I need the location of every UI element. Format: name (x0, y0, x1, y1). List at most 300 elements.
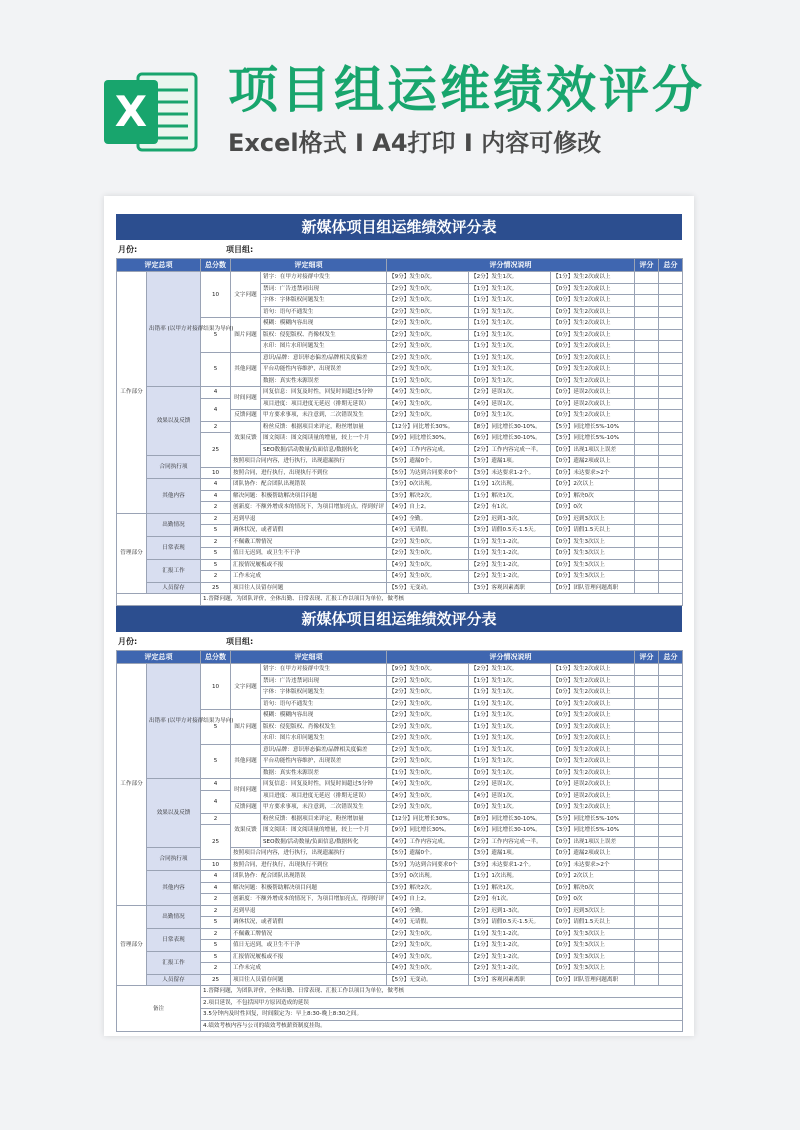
table-row (117, 490, 683, 502)
table-row (117, 398, 683, 410)
criteria-cell: 【2分】发生1-2次。 (469, 963, 551, 975)
score-input[interactable] (635, 894, 659, 906)
total-input[interactable] (659, 479, 683, 491)
total-input[interactable] (659, 421, 683, 433)
subcategory-cell: 出勤情况 (147, 513, 201, 536)
criteria-cell: 【4分】发生0次。 (387, 571, 469, 583)
item-cell: 意识/品牌：意识形态偏差/品牌相关度偏差 (261, 352, 387, 364)
score-input[interactable] (635, 410, 659, 422)
score-input[interactable] (635, 790, 659, 802)
item-cell: SEO数据/活动数量/负面信息/数据转化 (261, 444, 387, 456)
criteria-cell: 【0分】出现1项以上误差 (551, 444, 635, 456)
table-row (117, 536, 683, 548)
criteria-cell: 【3分】解决2次。 (387, 490, 469, 502)
score-cell: 10 (201, 272, 231, 318)
item-cell: 汇报情况履板或不报 (231, 951, 387, 963)
score-cell: 25 (201, 582, 231, 594)
criteria-cell: 【3分】0次出现。 (387, 479, 469, 491)
header-cell: 评分情况说明 (387, 259, 635, 272)
criteria-cell: 【0分】发生3次以上 (551, 571, 635, 583)
score-input[interactable] (635, 813, 659, 825)
item-cell: 版权：侵犯版权、肖像权发生 (261, 329, 387, 341)
total-input[interactable] (659, 836, 683, 848)
criteria-cell: 【5分】无变动。 (387, 974, 469, 986)
score-cell: 5 (201, 525, 231, 537)
criteria-cell: 【0分】发生2次或以上 (551, 306, 635, 318)
score-input[interactable] (635, 559, 659, 571)
item-cell: 值日无迟到，或卫生不干净 (231, 548, 387, 560)
criteria-cell: 【2分】发生0次。 (387, 710, 469, 722)
category-cell: 其他问题 (231, 744, 261, 779)
subcategory-cell: 出错率 (以甲方对接群结果为导向) (147, 664, 201, 779)
criteria-cell: 【1分】发生1次。 (469, 710, 551, 722)
total-input[interactable] (659, 940, 683, 952)
score-input[interactable] (635, 744, 659, 756)
score-input[interactable] (635, 710, 659, 722)
criteria-cell: 【3分】客观因素离职 (469, 974, 551, 986)
criteria-cell: 【4分】发生0次。 (387, 951, 469, 963)
category-cell: 文字问题 (231, 272, 261, 318)
criteria-cell: 【2分】发生0次。 (387, 675, 469, 687)
score-input[interactable] (635, 272, 659, 284)
criteria-cell: 【2分】迟到1-3次。 (469, 513, 551, 525)
total-input[interactable] (659, 813, 683, 825)
table-row (117, 951, 683, 963)
criteria-cell: 【4分】自上2。 (387, 894, 469, 906)
total-input[interactable] (659, 364, 683, 376)
item-cell: SEO数据/活动数量/负面信息/数据转化 (261, 836, 387, 848)
total-input[interactable] (659, 963, 683, 975)
score-input[interactable] (635, 295, 659, 307)
total-input[interactable] (659, 398, 683, 410)
score-input[interactable] (635, 917, 659, 929)
total-input[interactable] (659, 721, 683, 733)
criteria-cell: 【0分】发生3次以上 (551, 536, 635, 548)
criteria-cell: 【2分】发生0次。 (387, 756, 469, 768)
score-cell: 2 (201, 905, 231, 917)
criteria-cell: 【2分】有1次。 (469, 502, 551, 514)
subcategory-cell: 出错率 (以甲方对接群结果为导向) (147, 272, 201, 387)
subcategory-cell: 人员留存 (147, 582, 201, 594)
criteria-cell: 【0分】发生2次或以上 (551, 687, 635, 699)
score-cell: 2 (201, 513, 231, 525)
table-row (117, 744, 683, 756)
score-input[interactable] (635, 928, 659, 940)
criteria-cell: 【0分】0次 (551, 502, 635, 514)
criteria-cell: 【1分】发生1-2次。 (469, 940, 551, 952)
subcategory-cell: 其他内容 (147, 479, 201, 514)
criteria-cell: 【0分】出现1项以上误差 (551, 836, 635, 848)
category-cell: 时间问题 (231, 387, 261, 410)
criteria-cell: 【12分】同比增长30%。 (387, 813, 469, 825)
item-cell: 项目往人员留存问题 (231, 582, 387, 594)
score-cell: 4 (201, 387, 231, 399)
score-input[interactable] (635, 283, 659, 295)
total-input[interactable] (659, 733, 683, 745)
criteria-cell: 【1分】解决1次。 (469, 490, 551, 502)
criteria-cell: 【4分】延误1次。 (469, 398, 551, 410)
total-input[interactable] (659, 295, 683, 307)
total-input[interactable] (659, 272, 683, 284)
item-cell: 字体：字体版权问题发生 (261, 687, 387, 699)
score-cell: 2 (201, 928, 231, 940)
score-input[interactable] (635, 687, 659, 699)
total-input[interactable] (659, 871, 683, 883)
table-row (117, 525, 683, 537)
table-row (117, 433, 683, 445)
score-input[interactable] (635, 974, 659, 986)
item-cell: 值日无迟到，或卫生不干净 (231, 940, 387, 952)
subcategory-cell: 效果以及反馈 (147, 387, 201, 456)
criteria-cell: 【2分】有1次。 (469, 894, 551, 906)
score-input[interactable] (635, 444, 659, 456)
score-input[interactable] (635, 456, 659, 468)
criteria-cell: 【3分】请假0.5天-1.5天。 (469, 917, 551, 929)
total-input[interactable] (659, 375, 683, 387)
score-table-top (116, 258, 683, 606)
criteria-cell: 【0分】发生3次以上 (551, 951, 635, 963)
section-label: 工作部分 (117, 272, 147, 514)
criteria-cell: 【4分】全勤。 (387, 905, 469, 917)
total-input[interactable] (659, 490, 683, 502)
score-input[interactable] (635, 698, 659, 710)
subcategory-cell: 其他内容 (147, 871, 201, 906)
item-cell: 模糊：模糊内容出现 (261, 710, 387, 722)
item-cell: 错字：在甲方对接群中发生 (261, 664, 387, 676)
header-cell: 评定总项 (117, 651, 201, 664)
table-row (117, 882, 683, 894)
score-input[interactable] (635, 664, 659, 676)
total-input[interactable] (659, 928, 683, 940)
criteria-cell: 【1分】解决1次。 (469, 882, 551, 894)
total-input[interactable] (659, 974, 683, 986)
criteria-cell: 【0分】迟到3次以上 (551, 513, 635, 525)
total-input[interactable] (659, 951, 683, 963)
score-input[interactable] (635, 548, 659, 560)
criteria-cell: 【0分】发生3次以上 (551, 928, 635, 940)
criteria-cell: 【2分】发生1-2次。 (469, 571, 551, 583)
score-input[interactable] (635, 779, 659, 791)
total-input[interactable] (659, 433, 683, 445)
total-input[interactable] (659, 905, 683, 917)
score-input[interactable] (635, 825, 659, 837)
item-cell: 回复信息：回复及时性，回复时间超过5分钟 (261, 779, 387, 791)
criteria-cell: 【0分】2次以上 (551, 479, 635, 491)
table-row (117, 559, 683, 571)
criteria-cell: 【3分】请假0.5天-1.5天。 (469, 525, 551, 537)
score-cell: 5 (201, 744, 231, 779)
criteria-cell: 【1分】发生1次。 (469, 352, 551, 364)
total-input[interactable] (659, 882, 683, 894)
criteria-cell: 【0分】发生2次或以上 (551, 283, 635, 295)
total-input[interactable] (659, 467, 683, 479)
total-input[interactable] (659, 548, 683, 560)
table-row (117, 790, 683, 802)
criteria-cell: 【9分】发生0次。 (387, 272, 469, 284)
criteria-cell: 【5分】遗漏0个。 (387, 848, 469, 860)
score-input[interactable] (635, 767, 659, 779)
table-row (117, 905, 683, 917)
table-row (117, 513, 683, 525)
criteria-cell: 【3分】解决2次。 (387, 882, 469, 894)
total-input[interactable] (659, 341, 683, 353)
score-input[interactable] (635, 364, 659, 376)
score-input[interactable] (635, 905, 659, 917)
criteria-cell: 【2分】发生0次。 (387, 536, 469, 548)
score-input[interactable] (635, 871, 659, 883)
table-row (117, 421, 683, 433)
header-cell: 评分 (635, 259, 659, 272)
criteria-cell: 【0分】延误2次或以上 (551, 398, 635, 410)
criteria-cell: 【0分】发生3次以上 (551, 940, 635, 952)
criteria-cell: 【2分】发生0次。 (387, 306, 469, 318)
item-cell: 回复信息：回复及时性，回复时间超过5分钟 (261, 387, 387, 399)
table-row (117, 894, 683, 906)
score-input[interactable] (635, 318, 659, 330)
score-input[interactable] (635, 536, 659, 548)
score-cell: 2 (201, 963, 231, 975)
criteria-cell: 【2分】发生0次。 (387, 744, 469, 756)
item-cell: 项目往人员留存问题 (231, 974, 387, 986)
criteria-cell: 【1分】发生1-2次。 (469, 548, 551, 560)
total-input[interactable] (659, 710, 683, 722)
criteria-cell: 【4分】全勤。 (387, 513, 469, 525)
total-input[interactable] (659, 582, 683, 594)
score-input[interactable] (635, 802, 659, 814)
criteria-cell: 【0分】0次 (551, 894, 635, 906)
item-cell: 数据：真实性未源误差 (261, 767, 387, 779)
score-input[interactable] (635, 582, 659, 594)
item-cell: 调休状况，或者请假 (231, 525, 387, 537)
criteria-cell: 【4分】工作内容完成。 (387, 444, 469, 456)
score-input[interactable] (635, 387, 659, 399)
item-cell: 禁词：广告违禁词出现 (261, 675, 387, 687)
total-input[interactable] (659, 802, 683, 814)
total-input[interactable] (659, 536, 683, 548)
score-input[interactable] (635, 882, 659, 894)
criteria-cell: 【1分】发生1次。 (469, 329, 551, 341)
item-cell: 按照合同，进行执行，出现执行不到位 (231, 467, 387, 479)
total-input[interactable] (659, 917, 683, 929)
item-cell: 粉丝反馈：根据项目来评定，粉丝增加量 (261, 421, 387, 433)
score-input[interactable] (635, 421, 659, 433)
criteria-cell: 【3分】0次出现。 (387, 871, 469, 883)
score-cell: 4 (201, 871, 231, 883)
total-input[interactable] (659, 779, 683, 791)
criteria-cell: 【3分】遗漏1项。 (469, 456, 551, 468)
item-cell: 按照项目合同内容，进行执行，出现遗漏执行 (231, 848, 387, 860)
criteria-cell: 【0分】发生2次或以上 (551, 710, 635, 722)
score-input[interactable] (635, 940, 659, 952)
criteria-cell: 【4分】工作内容完成。 (387, 836, 469, 848)
header-cell: 总分数 (201, 651, 231, 664)
score-input[interactable] (635, 525, 659, 537)
total-input[interactable] (659, 767, 683, 779)
criteria-cell: 【1分】发生1次。 (469, 698, 551, 710)
criteria-cell: 【1分】发生1次。 (469, 306, 551, 318)
total-input[interactable] (659, 790, 683, 802)
total-input[interactable] (659, 352, 683, 364)
score-input[interactable] (635, 502, 659, 514)
category-cell: 文字问题 (231, 664, 261, 710)
total-input[interactable] (659, 894, 683, 906)
criteria-cell: 【2分】发生0次。 (387, 928, 469, 940)
criteria-cell: 【0分】发生2次或以上 (551, 375, 635, 387)
score-input[interactable] (635, 951, 659, 963)
score-input[interactable] (635, 848, 659, 860)
total-input[interactable] (659, 675, 683, 687)
criteria-cell: 【2分】发生0次。 (387, 318, 469, 330)
section-label: 管理部分 (117, 905, 147, 986)
score-input[interactable] (635, 513, 659, 525)
criteria-cell: 【0分】发生1次。 (469, 375, 551, 387)
table-row (117, 779, 683, 791)
subcategory-cell: 合同执行项 (147, 456, 201, 479)
criteria-cell: 【9分】同比增长30%。 (387, 825, 469, 837)
total-input[interactable] (659, 698, 683, 710)
criteria-cell: 【0分】发生2次或以上 (551, 295, 635, 307)
item-cell: 语句：语句不通发生 (261, 698, 387, 710)
score-input[interactable] (635, 352, 659, 364)
score-input[interactable] (635, 756, 659, 768)
total-input[interactable] (659, 329, 683, 341)
criteria-cell: 【2分】发生0次。 (387, 410, 469, 422)
table-row (117, 582, 683, 594)
total-input[interactable] (659, 387, 683, 399)
total-input[interactable] (659, 756, 683, 768)
total-input[interactable] (659, 859, 683, 871)
criteria-cell: 【9分】发生0次。 (387, 664, 469, 676)
score-input[interactable] (635, 341, 659, 353)
score-input[interactable] (635, 329, 659, 341)
total-input[interactable] (659, 559, 683, 571)
table-row (117, 825, 683, 837)
score-input[interactable] (635, 836, 659, 848)
total-input[interactable] (659, 502, 683, 514)
total-input[interactable] (659, 525, 683, 537)
criteria-cell: 【1分】发生0次。 (387, 375, 469, 387)
sheet-meta (116, 244, 682, 256)
score-input[interactable] (635, 375, 659, 387)
criteria-cell: 【0分】迟到3次以上 (551, 905, 635, 917)
item-cell: 工作未完成 (231, 963, 387, 975)
total-input[interactable] (659, 410, 683, 422)
table-row (117, 917, 683, 929)
criteria-cell: 【2分】工作内容完成一半。 (469, 836, 551, 848)
header-cell: 评分 (635, 651, 659, 664)
criteria-cell: 【4分】无请假。 (387, 917, 469, 929)
criteria-cell: 【3分】同比增长5%-10% (551, 825, 635, 837)
total-input[interactable] (659, 513, 683, 525)
item-cell: 团队协作：配合团队出现错误 (231, 479, 387, 491)
criteria-cell: 【0分】发生2次或以上 (551, 318, 635, 330)
table-row (117, 352, 683, 364)
score-input[interactable] (635, 306, 659, 318)
score-input[interactable] (635, 675, 659, 687)
total-input[interactable] (659, 283, 683, 295)
total-input[interactable] (659, 456, 683, 468)
logo-letter: X (114, 87, 148, 136)
total-input[interactable] (659, 318, 683, 330)
total-input[interactable] (659, 825, 683, 837)
criteria-cell: 【1分】发生0次。 (387, 767, 469, 779)
criteria-cell: 【0分】延误2次或以上 (551, 387, 635, 399)
item-cell: 汇报情况履板或不报 (231, 559, 387, 571)
item-cell: 意识/品牌：意识形态偏差/品牌相关度偏差 (261, 744, 387, 756)
score-input[interactable] (635, 963, 659, 975)
score-input[interactable] (635, 398, 659, 410)
criteria-cell: 【1分】发生1次。 (469, 721, 551, 733)
total-input[interactable] (659, 571, 683, 583)
criteria-cell: 【0分】发生1次。 (469, 410, 551, 422)
criteria-cell: 【2分】发生0次。 (387, 329, 469, 341)
table-row (117, 871, 683, 883)
month-label: 月份: (118, 245, 138, 254)
score-input[interactable] (635, 479, 659, 491)
table-row (117, 548, 683, 560)
score-cell: 10 (201, 859, 231, 871)
total-input[interactable] (659, 306, 683, 318)
total-input[interactable] (659, 664, 683, 676)
criteria-cell: 【1分】发生2次或以上 (551, 272, 635, 284)
criteria-cell: 【0分】发生2次或以上 (551, 675, 635, 687)
criteria-cell: 【2分】延误1次。 (469, 387, 551, 399)
score-cell: 2 (201, 571, 231, 583)
score-input[interactable] (635, 721, 659, 733)
criteria-cell: 【4分】发生0次。 (387, 790, 469, 802)
table-row (117, 664, 683, 676)
subcategory-cell: 日常表现 (147, 928, 201, 951)
item-cell: 项目进度：项目进度无延迟（排期无延误） (261, 790, 387, 802)
total-input[interactable] (659, 744, 683, 756)
criteria-cell: 【5分】同比增长5%-10% (551, 813, 635, 825)
criteria-cell: 【3分】未达要求1-2个。 (469, 467, 551, 479)
item-cell: 团队协作：配合团队出现错误 (231, 871, 387, 883)
criteria-cell: 【4分】延误1次。 (469, 790, 551, 802)
criteria-cell: 【0分】发生1次。 (469, 767, 551, 779)
score-input[interactable] (635, 733, 659, 745)
table-row (117, 813, 683, 825)
score-input[interactable] (635, 571, 659, 583)
note-cell: 3.5分钟内及时性回复，时间限定为：早上8:30-晚上8:30之间。 (201, 1009, 683, 1021)
header-cell: 评定细项 (231, 651, 387, 664)
score-input[interactable] (635, 490, 659, 502)
score-input[interactable] (635, 467, 659, 479)
criteria-cell: 【6分】同比增长30-10%。 (469, 825, 551, 837)
item-cell: 图文阅读：图文阅读量的增量，较上一个月 (261, 433, 387, 445)
criteria-cell: 【2分】发生0次。 (387, 733, 469, 745)
score-input[interactable] (635, 859, 659, 871)
hero-subtitle: Excel格式 I A4打印 I 内容可修改 (228, 129, 602, 157)
total-input[interactable] (659, 444, 683, 456)
criteria-cell: 【1分】1次出现。 (469, 871, 551, 883)
total-input[interactable] (659, 687, 683, 699)
score-cell: 4 (201, 779, 231, 791)
criteria-cell: 【2分】发生1-2次。 (469, 559, 551, 571)
criteria-cell: 【1分】发生1次。 (469, 756, 551, 768)
total-input[interactable] (659, 848, 683, 860)
score-input[interactable] (635, 433, 659, 445)
criteria-cell: 【1分】发生1次。 (469, 295, 551, 307)
criteria-cell: 【2分】发生0次。 (387, 698, 469, 710)
score-cell: 4 (201, 882, 231, 894)
item-cell: 平台功能性内容维护，出现误差 (261, 756, 387, 768)
criteria-cell: 【5分】为达到合同要求0个 (387, 467, 469, 479)
score-cell: 5 (201, 940, 231, 952)
criteria-cell: 【3分】同比增长5%-10% (551, 433, 635, 445)
category-cell: 反馈问题 (231, 410, 261, 422)
note-row (117, 986, 683, 998)
